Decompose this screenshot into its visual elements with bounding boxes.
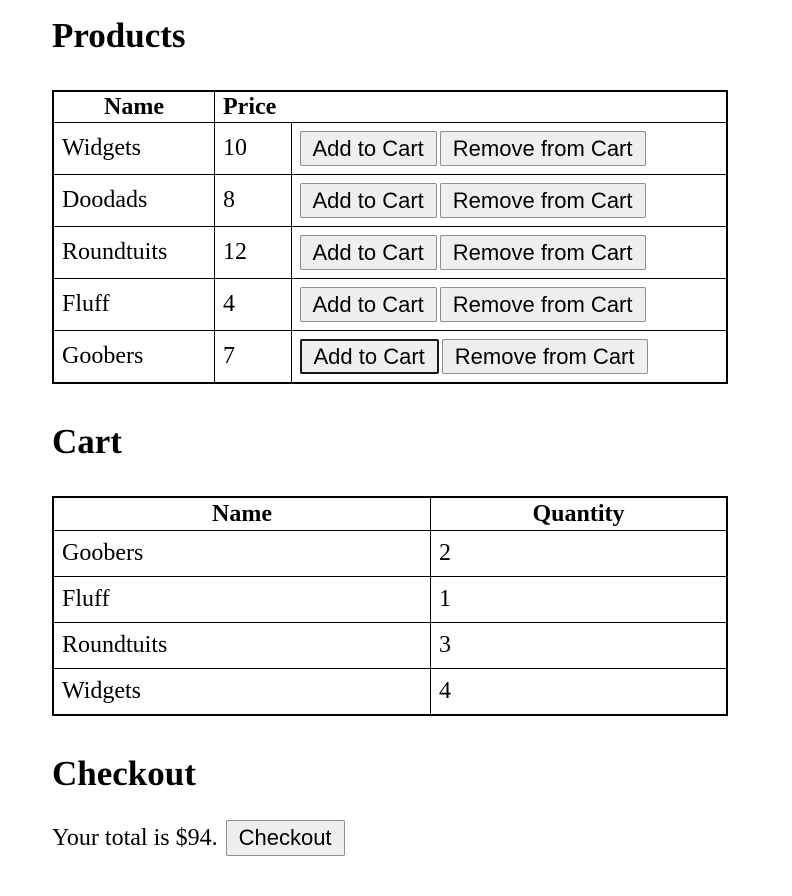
product-row <box>53 331 727 384</box>
products-heading: Products <box>52 16 186 55</box>
product-actions <box>291 279 727 331</box>
checkout-heading: Checkout <box>52 754 196 793</box>
cart-table <box>52 496 728 716</box>
products-header-row <box>53 91 727 123</box>
cart-row <box>53 623 727 669</box>
product-row <box>53 175 727 227</box>
products-col-price: Price <box>215 91 292 123</box>
cart-row <box>53 577 727 623</box>
product-name: Doodads <box>53 175 215 227</box>
product-actions <box>291 227 727 279</box>
remove-from-cart-button[interactable]: Remove from Cart <box>440 131 646 166</box>
product-name: Goobers <box>53 331 215 384</box>
product-price: 4 <box>215 279 292 331</box>
cart-item-quantity: 1 <box>431 577 728 623</box>
checkout-line <box>52 820 792 856</box>
cart-item-name: Goobers <box>53 531 431 577</box>
products-col-name: Name <box>53 91 215 123</box>
product-row <box>53 123 727 175</box>
cart-item-name: Fluff <box>53 577 431 623</box>
remove-from-cart-button[interactable]: Remove from Cart <box>442 339 648 374</box>
cart-col-name: Name <box>53 497 431 531</box>
remove-from-cart-button[interactable]: Remove from Cart <box>440 287 646 322</box>
cart-item-quantity: 3 <box>431 623 728 669</box>
product-price: 7 <box>215 331 292 384</box>
product-name: Roundtuits <box>53 227 215 279</box>
add-to-cart-button[interactable]: Add to Cart <box>300 183 437 218</box>
product-name: Widgets <box>53 123 215 175</box>
product-actions <box>291 175 727 227</box>
product-row <box>53 227 727 279</box>
remove-from-cart-button[interactable]: Remove from Cart <box>440 235 646 270</box>
add-to-cart-button[interactable]: Add to Cart <box>300 235 437 270</box>
add-to-cart-button[interactable]: Add to Cart <box>300 287 437 322</box>
product-price: 8 <box>215 175 292 227</box>
checkout-button[interactable]: Checkout <box>226 820 345 856</box>
product-price: 10 <box>215 123 292 175</box>
remove-from-cart-button[interactable]: Remove from Cart <box>440 183 646 218</box>
product-actions <box>291 123 727 175</box>
product-row <box>53 279 727 331</box>
products-table <box>52 90 728 384</box>
cart-item-name: Roundtuits <box>53 623 431 669</box>
total-text: Your total is $94. <box>52 824 218 851</box>
cart-col-quantity: Quantity <box>431 497 728 531</box>
product-price: 12 <box>215 227 292 279</box>
add-to-cart-button[interactable]: Add to Cart <box>300 339 439 374</box>
add-to-cart-button[interactable]: Add to Cart <box>300 131 437 166</box>
product-name: Fluff <box>53 279 215 331</box>
cart-heading: Cart <box>52 422 122 461</box>
cart-row <box>53 669 727 716</box>
cart-row <box>53 531 727 577</box>
products-col-actions <box>291 91 727 123</box>
cart-item-quantity: 2 <box>431 531 728 577</box>
cart-item-quantity: 4 <box>431 669 728 716</box>
cart-header-row <box>53 497 727 531</box>
product-actions <box>291 331 727 384</box>
cart-item-name: Widgets <box>53 669 431 716</box>
